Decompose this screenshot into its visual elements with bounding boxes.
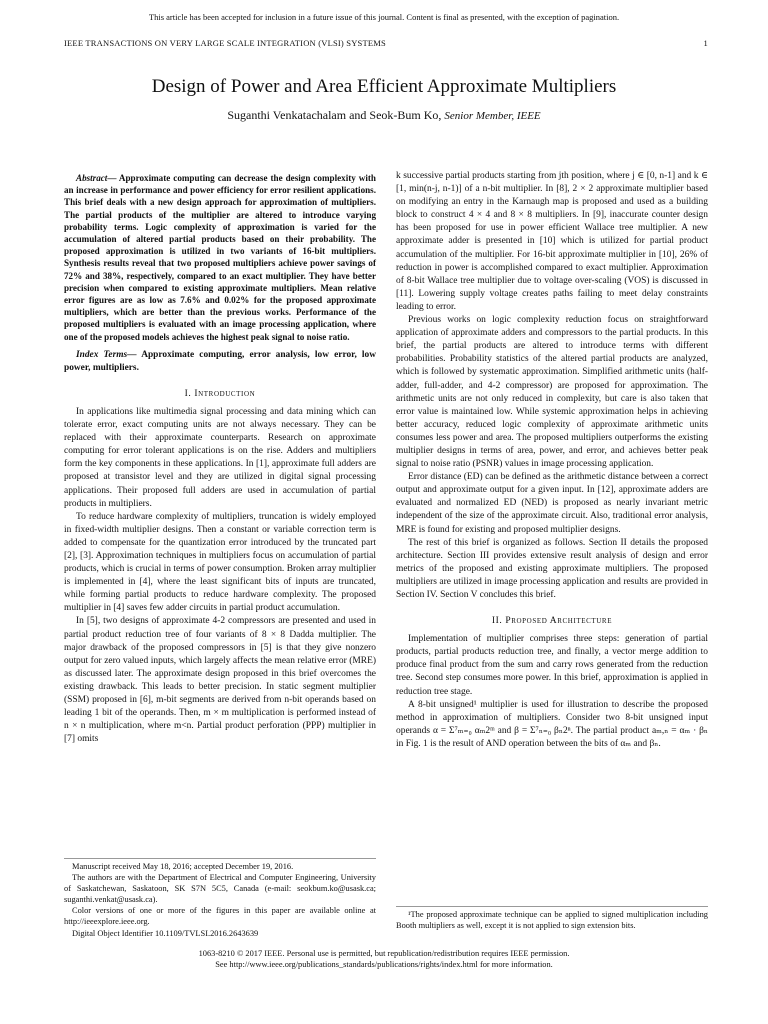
paper-title: Design of Power and Area Efficient Approximate Multipliers (151, 76, 617, 97)
right-footnote (396, 906, 708, 931)
copyright-line-2: See http://www.ieee.org/publications_standards/publications/rights/index.html for more information. (215, 960, 553, 969)
intro-paragraph-2: To reduce hardware complexity of multipliers, truncation is widely employed in fixed-width multiplier designs. Then a constant or variable correction term is added to compensate for the quantization error introduced by the truncated part [2], [3]. Approximation techniques in multipliers focus on accumulation of partial products, which is crucial in terms of power consumption. Broken array multiplier is implemented in [4], where the least significant bits of inputs are truncated, while forming partial products to reduce hardware complexity. The proposed multiplier in [4] saves few adder circuits in partial product accumulation. (64, 511, 376, 614)
author-role: Senior Member, IEEE (444, 110, 541, 122)
footnote-signed: ¹The proposed approximate technique can be applied to signed multiplication including Booth multipliers as well, except it is not applied to sign extension bits. (396, 910, 708, 931)
arch-paragraph-2: A 8-bit unsigned¹ multiplier is used for illustration to describe the proposed method in approximation of multipliers. Consider two 8-bit unsigned input operands α = Σ⁷ₘ₌₀ αₘ2ᵐ and β = Σ⁷ₙ₌₀ βₙ2ⁿ. The partial product aₘ,ₙ = αₘ · βₙ in Fig. 1 is the result of AND operation between the bits of αₘ and βₙ. (396, 699, 708, 749)
footnote-doi: Digital Object Identifier 10.1109/TVLSI.2016.2643639 (72, 928, 259, 938)
page-number: 1 (703, 38, 708, 48)
footnote-received: Manuscript received May 18, 2016; accepted December 19, 2016. (72, 862, 294, 871)
footnote-color: Color versions of one or more of the figures in this paper are available online at http://ieeexplore.ieee.org. (64, 906, 376, 927)
acceptance-notice: This article has been accepted for inclusion in a future issue of this journal. Content is final as presented, with the exception of pagination. (148, 12, 620, 22)
index-terms-text: Approximate computing, error analysis, low error, low power, multipliers. (64, 349, 376, 373)
running-header (64, 38, 708, 48)
abstract-text: Approximate computing can decrease the design complexity with an increase in performance and power efficiency for error resilient applications. This brief deals with a new design approach for approximation of multipliers. The partial products of the multiplier are altered to introduce varying probability terms. Logic complexity of approximation is varied for the accumulation of altered partial products based on their probability. The proposed approximation is utilized in two variants of 16-bit multipliers. Synthesis results reveal that two proposed multipliers achieve power savings of 72% and 38%, respectively, compared to an exact multiplier. They have better precision when compared to existing approximate multipliers. Mean relative error figures are as low as 7.6% and 0.02% for the proposed approximate multipliers, which are better than the previous works. Performance of the proposed multipliers is evaluated with an image processing application, where one of the proposed models achieves the highest peak signal to noise ratio. (64, 173, 376, 342)
copyright-notice (0, 948, 768, 970)
left-footnotes (64, 858, 376, 939)
abstract-label: Abstract (76, 173, 108, 183)
index-terms: Index Terms— Approximate computing, error analysis, low error, low power, multipliers. (64, 349, 376, 373)
author-line (0, 108, 768, 123)
right-column (396, 170, 708, 751)
right-paragraph-3: Error distance (ED) can be defined as the arithmetic distance between a correct output and approximate output for a given input. In [12], approximate adders are evaluated and normalized ED (NED) is proposed as nearly invariant metric independent of the size of the approximate circuit. Also, traditional error analysis, MRE is found for existing and proposed multiplier designs. (396, 472, 708, 535)
index-terms-label: Index Terms (76, 349, 128, 360)
right-paragraph-4: The rest of this brief is organized as follows. Section II details the proposed architecture. Section III provides extensive result analysis of design and error metrics of the proposed and existing approximate multipliers. The proposed multipliers are utilized in image processing application and results are provided in Section IV. Section V concludes this brief. (396, 537, 708, 600)
section-1-heading: I. Introduction (184, 388, 256, 399)
section-2-heading: II. Proposed Architecture (491, 616, 613, 627)
footnote-affiliation: The authors are with the Department of Electrical and Computer Engineering, University of Saskatchewan, Saskatoon, SK S7N 5C5, Canada (e-mail: seokbum.ko@usask.ca; suganthi.venkat@usask.ca). (64, 873, 376, 905)
journal-name: IEEE TRANSACTIONS ON VERY LARGE SCALE INTEGRATION (VLSI) SYSTEMS (64, 38, 386, 48)
left-column (64, 172, 376, 746)
arch-paragraph-1: Implementation of multiplier comprises three steps: generation of partial products, partial products reduction tree, and finally, a vector merge addition to produce final product from the sum and carry rows generated from the reduction tree. Second step consumes more power. In this brief, approximation is applied in reduction tree stage. (396, 634, 708, 697)
right-paragraph-2: Previous works on logic complexity reduction focus on straightforward application of approximate adders and compressors to the partial products. In this brief, the partial products are altered to introduce terms with different probabilities. Probability statistics of the altered partial products are analyzed, which is followed by systematic approximation. Simplified arithmetic units (half-adder, full-adder, and 4-2 compressor) are proposed for approximation. The arithmetic units are not only reduced in complexity, but care is also taken that error value is maintained low. While systemic approximation helps in achieving better accuracy, reduced logic complexity of approximate arithmetic units consumes less power and area. The proposed multipliers outperforms the existing multiplier designs in terms of area, power, and error, and achieves better peak signal to noise ratio (PSNR) values in image processing application. (396, 315, 708, 470)
abstract: Abstract— Approximate computing can decrease the design complexity with an increase in performance and power efficiency for error resilient applications. This brief deals with a new design approach for approximation of multipliers. The partial products of the multiplier are altered to introduce varying probability terms. Logic complexity of approximation is varied for the accumulation of altered partial products based on their probability. The proposed approximation is utilized in two variants of 16-bit multipliers. Synthesis results reveal that two proposed multipliers achieve power savings of 72% and 38%, respectively, compared to an exact multiplier. They have better precision when compared to existing approximate multipliers. Mean relative error figures are as low as 7.6% and 0.02% for the proposed approximate multipliers, which are better than the previous works. Performance of the proposed multipliers is evaluated with an image processing application, where one of the proposed models achieves the highest peak signal to noise ratio. (64, 173, 376, 342)
intro-paragraph-3: In [5], two designs of approximate 4-2 compressors are presented and used in partial product reduction tree of four variants of 8 × 8 Dadda multiplier. The major drawback of the proposed compressors in [5] is that they give nonzero output for zero valued inputs, which largely affects the mean relative error (MRE) as discussed later. The approximate design proposed in this brief overcomes the existing drawback. This leads to better precision. In static segment multiplier (SSM) proposed in [6], m-bit segments are derived from n-bit operands based on leading 1 bit of the operands. Then, m × m multiplication is performed instead of n × n multiplication, where m<n. Partial product perforation (PPP) multiplier in [7] omits (64, 616, 376, 745)
intro-paragraph-1: In applications like multimedia signal processing and data mining which can tolerate error, exact computing units are not always necessary. They can be replaced with their approximate counterparts. Research on approximate computing for error tolerant applications is on the rise. Adders and multipliers form the key components in these applications. In [1], approximate full adders are proposed at transistor level and they are utilized in digital signal processing applications. Their proposed full adders are used in accumulation of partial products in multipliers. (64, 406, 376, 509)
authors: Suganthi Venkatachalam and Seok-Bum Ko, (227, 108, 442, 122)
right-paragraph-1: k successive partial products starting from jth position, where j ∈ [0, n-1] and k ∈ [1, min(n-j, n-1)] of a n-bit multiplier. In [8], 2 × 2 approximate multiplier based on modifying an entry in the Karnaugh map is proposed and used as a building block to construct 4 × 4 and 8 × 8 multipliers. In [9], inaccurate counter design has been proposed for use in power efficient Wallace tree multiplier. A new approximate adder is presented in [10] which is utilized for partial product accumulation of the multiplier. For 16-bit approximate multiplier in [10], 26% of reduction in power is accomplished compared to exact multiplier. Approximation of 8-bit Wallace tree multiplier due to voltage over-scaling (VOS) is discussed in [11]. Lowering supply voltage creates paths failing to meet delay constraints leading to error. (396, 171, 708, 312)
copyright-line-1: 1063-8210 © 2017 IEEE. Personal use is permitted, but republication/redistribution requires IEEE permission. (198, 949, 570, 958)
